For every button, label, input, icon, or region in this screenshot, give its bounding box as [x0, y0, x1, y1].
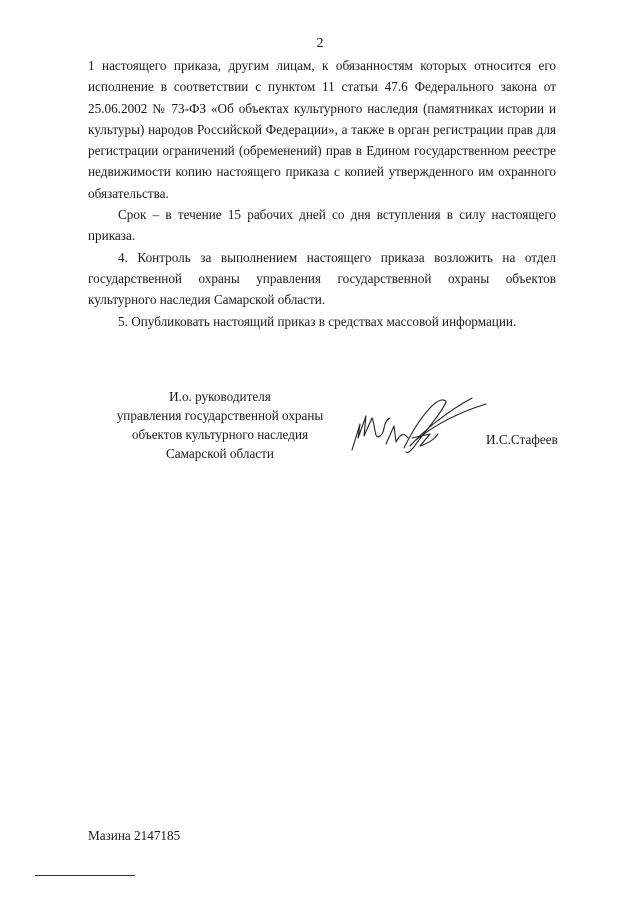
signatory-title-line: управления государственной охраны [116, 408, 324, 423]
signatory-title-block [110, 387, 330, 463]
handwritten-signature [346, 388, 496, 468]
page-number: 2 [316, 36, 324, 51]
signatory-title-line: объектов культурного наследия [131, 427, 309, 442]
paragraph-continuation: 1 настоящего приказа, другим лицам, к обязанностям которых относится его исполнение в соответствии с пунктом 11 статьи 47.6 Федерального закона от 25.06.2002 № 73-ФЗ «Об объектах культурного наследия (памятниках истории и культуры) народов Российской Федерации», а также в орган регистрации прав для регистрации ограничений (обременений) прав в Едином государственном реестре недвижимости копию настоящего приказа с копией утвержденного им охранного обязательства. [88, 58, 556, 201]
signatory-title-line: Самарской области [166, 446, 274, 461]
document-body [88, 55, 556, 332]
signatory-name: И.С.Стафеев [486, 432, 558, 447]
executor-contact: Мазина 2147185 [88, 828, 181, 843]
paragraph-deadline: Срок – в течение 15 рабочих дней со дня вступления в силу настоящего приказа. [88, 207, 556, 244]
paragraph-control: 4. Контроль за выполнением настоящего приказа возложить на отдел государственной охраны управления государственной охраны объектов культурного наследия Самарской области. [88, 249, 556, 308]
paragraph-publish: 5. Опубликовать настоящий приказ в средствах массовой информации. [118, 313, 517, 329]
footer-divider [35, 875, 135, 877]
signatory-title-line: И.о. руководителя [169, 389, 271, 404]
